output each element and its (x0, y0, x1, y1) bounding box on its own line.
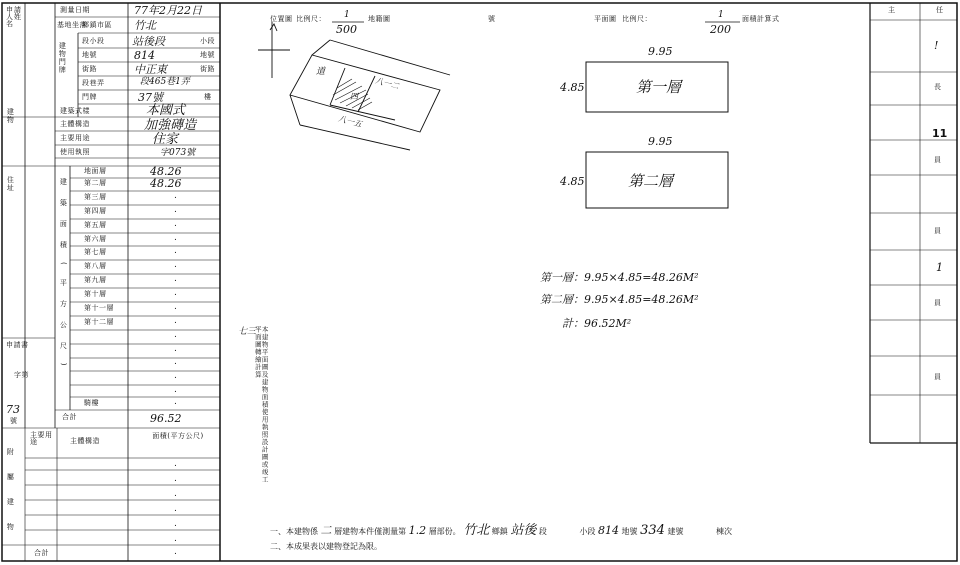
permit-value: 字073號 (160, 148, 196, 158)
lane-value: 段465巷1弄 (140, 77, 190, 87)
plan-height-1: 4.85 (560, 81, 585, 94)
footer-sub: 小段 (579, 527, 596, 536)
location-scale-numerator: 1 (344, 10, 350, 20)
floor-name: 第六層 (84, 235, 107, 243)
side-owner-label: 住址 (6, 176, 15, 192)
plan-width-1: 9.95 (648, 45, 673, 58)
aux-dot-6: . (174, 534, 177, 544)
base-label: 基地坐落 (57, 21, 87, 29)
applicant-book-sub: 字第 (14, 371, 29, 379)
footer-floor-count: 二 (320, 524, 332, 537)
footer-mid: 層建物本件僅測量第 (334, 527, 407, 536)
floor-area-value: . (174, 233, 177, 243)
right-mark-1: ! (934, 39, 939, 52)
location-scale-label: 比例尺： (296, 15, 326, 23)
calc-total: 計：96.52M² (562, 317, 632, 330)
location-title: 位置圖 (270, 15, 293, 23)
applicant-name-label: 申請人姓名 (6, 6, 22, 28)
floor-name: 第五層 (84, 221, 107, 229)
map-label-812: 八一二 (374, 76, 400, 91)
survey-date-label: 測量日期 (60, 6, 90, 14)
aux-header-area: 面積(平方公尺) (152, 432, 204, 440)
lane-label: 段巷弄 (82, 79, 105, 87)
aux-header-use: 主要用途 (30, 431, 53, 446)
lot-label: 地號 (82, 51, 97, 59)
aux-dot-7: . (174, 547, 177, 557)
floor-area-value: . (174, 385, 177, 395)
side-note-mark: 七三 (238, 327, 257, 337)
plan-floor-1: 第一層 (636, 78, 682, 96)
floor-area-value: . (174, 397, 177, 407)
applicant-book-suffix: 號 (10, 417, 18, 425)
structure-value: 加強磚造 (144, 118, 197, 133)
total-label: 合計 (62, 413, 77, 421)
floor-area-value: . (174, 191, 177, 201)
calc-line-2: 第二層：9.95×4.85=48.26M² (540, 293, 699, 306)
floor-area-value: 48.26 (150, 177, 182, 190)
location-map-type: 地籍圖 (368, 15, 391, 23)
footer-part: 層部份。 (428, 527, 461, 536)
main-use-value: 住家 (152, 132, 179, 147)
map-label-4: 四 (350, 92, 358, 101)
footer-prefix: 一、本建物係 (270, 527, 318, 536)
footer-lot: 814 (598, 524, 619, 537)
footer-town-suffix: 鄉鎮 (491, 527, 508, 536)
calc-line-1: 第一層：9.95×4.85=48.26M² (540, 271, 699, 284)
plan-width-2: 9.95 (648, 135, 673, 148)
side-note: 本建物平面圖及建物面積使用執照設計圖或竣工平面圖轉繪計算 (253, 326, 269, 484)
floor-name: 第八層 (84, 262, 107, 270)
township-value: 竹北 (134, 19, 156, 32)
floor-area-value: . (174, 260, 177, 270)
footer-line-2: 二、本成果表以建物登記為限。 (270, 542, 382, 551)
floor-area-value: . (174, 330, 177, 340)
plan-scale-denominator: 200 (710, 23, 731, 36)
footer-line-1 (270, 524, 732, 537)
aux-dot-5: . (174, 519, 177, 529)
lot-suffix: 地號 (200, 51, 215, 59)
aux-dot-3: . (174, 489, 177, 499)
floor-name: 第三層 (84, 193, 107, 201)
floor-area-value: . (174, 302, 177, 312)
applicant-book-number: 73 (6, 403, 20, 416)
aux-side-label: 附屬建物 (6, 448, 15, 548)
door-label: 門牌 (82, 93, 97, 101)
map-label-815: 八一五 (337, 114, 363, 129)
right-mark-3: 11 (932, 127, 948, 140)
aux-dot-4: . (174, 504, 177, 514)
floor-name: 第二層 (84, 179, 107, 187)
floor-area-value: . (174, 219, 177, 229)
floor-name: 第四層 (84, 207, 107, 215)
floor-area-value: . (174, 316, 177, 326)
floor-area-value: . (174, 288, 177, 298)
section-value: 站後段 (132, 35, 165, 48)
aux-header-structure: 主體構造 (70, 437, 100, 445)
footer-section-suffix: 段 (538, 527, 547, 536)
plan-scale-numerator: 1 (718, 10, 724, 20)
plan-height-2: 4.85 (560, 175, 585, 188)
building-style-value: 本國式 (146, 103, 186, 118)
building-group-label: 建物門牌 (58, 42, 67, 74)
aux-total-label: 合計 (34, 549, 49, 557)
floor-area-value: 48.26 (150, 165, 182, 178)
street-suffix: 街路 (200, 65, 215, 73)
floor-name: 地面層 (84, 167, 107, 175)
floor-area-value: . (174, 205, 177, 215)
floor-area-value: . (174, 274, 177, 284)
footer-floor-range: 1.2 (408, 524, 427, 537)
total-value: 96.52 (150, 412, 182, 425)
applicant-book-label: 申請書 (6, 341, 29, 349)
permit-label: 使用執照 (60, 148, 90, 156)
floor-name: 第九層 (84, 276, 107, 284)
lot-value: 814 (134, 49, 155, 62)
footer-section: 站後 (510, 523, 537, 538)
floor-area-value: . (174, 246, 177, 256)
aux-dot-2: . (174, 474, 177, 484)
section-label: 段小段 (82, 37, 105, 45)
aux-dot-1: . (174, 459, 177, 469)
side-area-label: 建築面積(平方公尺) (59, 178, 68, 380)
floor-area-value: . (174, 344, 177, 354)
section-suffix: 小段 (200, 37, 215, 45)
plan-area-calc: 面積計算式 (742, 15, 780, 23)
floor-name: 騎樓 (84, 399, 99, 407)
right-mark-5: 員 (934, 227, 942, 235)
footer-build-number: 334 (640, 523, 665, 538)
footer-lot-suffix: 地號 (621, 527, 638, 536)
door-suffix: 樓 (204, 93, 212, 101)
location-no: 號 (488, 15, 496, 23)
right-header-other: 任 (936, 6, 944, 14)
footer-end: 棟次 (716, 527, 733, 536)
survey-date-value: 77年2月22日 (134, 4, 202, 17)
floor-name: 第十二層 (84, 318, 114, 326)
side-building-label: 建物 (6, 108, 15, 124)
footer-build-suffix: 建號 (667, 527, 684, 536)
street-value: 中正東 (134, 63, 167, 76)
floor-area-value: . (174, 371, 177, 381)
plan-floor-2: 第二層 (628, 172, 674, 190)
floor-name: 第十層 (84, 290, 107, 298)
right-header-main: 主 (888, 6, 896, 14)
street-label: 街路 (82, 65, 97, 73)
right-mark-7: 員 (934, 299, 942, 307)
right-mark-6: 1 (936, 261, 943, 274)
structure-label: 主體構造 (60, 120, 90, 128)
township-label: 鄉鎮市區 (82, 21, 112, 29)
floor-name: 第七層 (84, 248, 107, 256)
plan-scale-label: 比例尺： (622, 15, 652, 23)
floor-area-value: . (174, 357, 177, 367)
map-label-road: 道 (316, 67, 326, 77)
main-use-label: 主要用途 (60, 134, 90, 142)
floor-name: 第十一層 (84, 304, 114, 312)
right-mark-8: 員 (934, 373, 942, 381)
plan-title: 平面圖 (594, 15, 617, 23)
right-mark-2: 長 (934, 83, 942, 91)
location-scale-denominator: 500 (336, 23, 357, 36)
right-mark-4: 員 (934, 156, 942, 164)
door-value: 37號 (138, 91, 163, 104)
footer-town: 竹北 (463, 523, 490, 538)
building-style-label: 建築式樣 (60, 107, 90, 115)
